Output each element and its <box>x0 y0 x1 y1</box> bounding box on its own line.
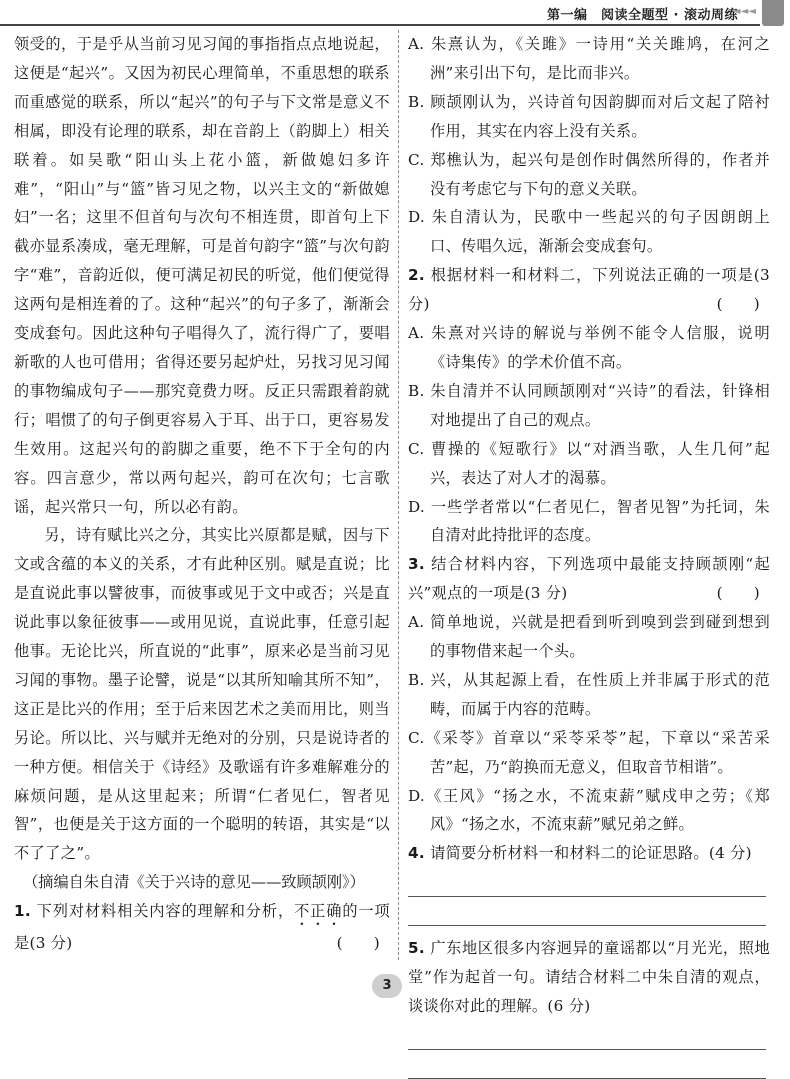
question-2-answer-box[interactable]: ( ) <box>716 295 760 314</box>
question-3-text: 结合材料内容，下列选项中最能支持顾颉刚“起兴”观点的一项是(3 分) <box>408 555 770 603</box>
question-3-option-d: D.《王风》“扬之水，不流束薪”赋戍申之劳；《郑风》“扬之水，不流束薪”赋兄弟之鲜。 <box>408 786 770 834</box>
header-rule <box>0 24 760 26</box>
left-column <box>14 30 390 958</box>
right-column <box>408 30 770 1079</box>
header-tab-decoration <box>762 0 784 26</box>
question-2-option-c: C. 曹操的《短歌行》以“对酒当歌，人生几何”起兴，表达了对人才的渴慕。 <box>408 439 770 487</box>
question-3-option-c: C.《采苓》首章以“采苓采苓”起，下章以“采苦采苦”起，乃“韵换而无意义，但取音节相谐”。 <box>408 728 770 776</box>
question-2-option-d: D. 一些学者常以“仁者见仁，智者见智”为托词，朱自清对此持批评的态度。 <box>408 497 770 545</box>
column-divider <box>398 30 399 960</box>
page-header <box>0 0 790 26</box>
question-5-number: 5. <box>408 939 425 958</box>
question-1-number: 1. <box>14 902 31 921</box>
question-5-answer-line-1[interactable] <box>408 1021 766 1050</box>
question-2-number: 2. <box>408 266 425 285</box>
question-1-option-c: C. 郑樵认为，起兴句是创作时偶然所得的，作者并没有考虑它与下句的意义关联。 <box>408 150 770 198</box>
header-title: 第一编 阅读全题型 · 滚动周练 <box>547 8 738 23</box>
question-1-stem <box>14 897 390 958</box>
question-1-text-pre: 下列对材料相关内容的理解和分析， <box>36 902 295 921</box>
question-3-answer-box[interactable]: ( ) <box>716 584 760 603</box>
question-2-option-b: B. 朱自清并不认同顾颉刚对“兴诗”的看法，针锋相对地提出了自己的观点。 <box>408 381 770 429</box>
question-2-stem <box>408 261 770 319</box>
question-1-emphasis: 不正确 <box>294 902 343 921</box>
question-1-option-d: D. 朱自清认为，民歌中一些起兴的句子因朗朗上口、传唱久远，渐渐会变成套句。 <box>408 208 770 256</box>
question-3-option-a: A. 简单地说，兴就是把看到听到嗅到尝到碰到想到的事物借来起一个头。 <box>408 613 770 661</box>
question-1-answer-box[interactable]: ( ) <box>336 934 380 953</box>
passage-source: （摘编自朱自清《关于兴诗的意见——致顾颉刚》） <box>23 873 365 892</box>
arrow-decoration-icon: ◄◄◄ <box>732 6 756 17</box>
question-5-answer-line-2[interactable] <box>408 1050 766 1079</box>
question-4-stem <box>408 839 770 868</box>
question-5-text: 广东地区很多内容迥异的童谣都以“月光光，照地堂”作为起首一句。请结合材料二中朱自清的观点，谈谈你对此的理解。(6 分) <box>408 939 770 1016</box>
question-2-text: 根据材料一和材料二，下列说法正确的一项是(3 分) <box>408 266 770 314</box>
passage-paragraph-2: 另，诗有赋比兴之分，其实比兴原都是赋，因与下文或含蕴的本义的关系，才有此种区别。赋是直说；比是直说此事以譬彼事，而彼事或见于文中或否；兴是直说此事以象征彼事——或用见说，直说此事，任意引起他事。无论比兴，所直说的“此事”，原来必是当前习见习闻的事物。墨子论譬，说是“以其所知喻其所不知”，这正是比兴的作用；至于后来因艺术之美而用比，则当另论。所以比、兴与赋并无绝对的分别，只是说诗者的一种方便。相信关于《诗经》及歌谣有许多难解难分的麻烦问题，是从这里起来；所谓“仁者见仁，智者见智”，也便是关于这方面的一个聪明的转语，其实是“以不了了之”。 <box>14 526 390 863</box>
question-4-number: 4. <box>408 844 425 863</box>
question-3-option-b: B. 兴，从其起源上看，在性质上并非属于形式的范畴，而属于内容的范畴。 <box>408 670 770 718</box>
passage-paragraph-1: 领受的，于是乎从当前习见习闻的事指指点点地说起，这便是“起兴”。又因为初民心理简单，不重思想的联系而重感觉的联系，所以“起兴”的句子与下文常是意义不相属，即没有论理的联系，却在音韵上（韵脚上）相关联着。如吴歌“阳山头上花小篮，新做媳妇多许难”，“阳山”与“篮”皆习见之物，以兴主文的“新做媳妇”一名；这里不但首句与次句不相连贯，即首句上下截亦显系凑成，毫无理解，可是首句韵字“篮”与次句韵字“难”，音韵近似，便可满足初民的听觉，他们便觉得这两句是相连着的了。这种“起兴”的句子多了，渐渐会变成套句。因此这种句子唱得久了，流行得广了，要唱新歌的人也可借用；省得还要另起炉灶，另找习见习闻的事物编成句子——那究竟费力呀。反正只需跟着韵就行；唱惯了的句子倒更容易入于耳、出于口，更容易发生效用。这起兴句的韵脚之重要，绝不下于全句的内容。四言意少，常以两句起兴，韵可在次句；七言歌谣，起兴常只一句，所以必有韵。 <box>14 35 390 516</box>
question-4-text: 请简要分析材料一和材料二的论证思路。(4 分) <box>430 844 752 863</box>
page-number: 3 <box>372 974 402 998</box>
question-1-option-a: A. 朱熹认为，《关雎》一诗用“关关雎鸠，在河之洲”来引出下句，是比而非兴。 <box>408 35 770 82</box>
question-5-stem <box>408 934 770 1021</box>
question-1-option-b: B. 顾颉刚认为，兴诗首句因韵脚而对后文起了陪衬作用，其实在内容上没有关系。 <box>408 92 770 140</box>
question-3-number: 3. <box>408 555 425 574</box>
question-2-option-a: A. 朱熹对兴诗的解说与举例不能令人信服，说明《诗集传》的学术价值不高。 <box>408 324 770 371</box>
question-3-stem <box>408 550 770 608</box>
question-4-answer-line-2[interactable] <box>408 897 766 926</box>
question-1-text-post: 的一项是(3 分) <box>14 902 390 953</box>
question-4-answer-line-1[interactable] <box>408 868 766 897</box>
